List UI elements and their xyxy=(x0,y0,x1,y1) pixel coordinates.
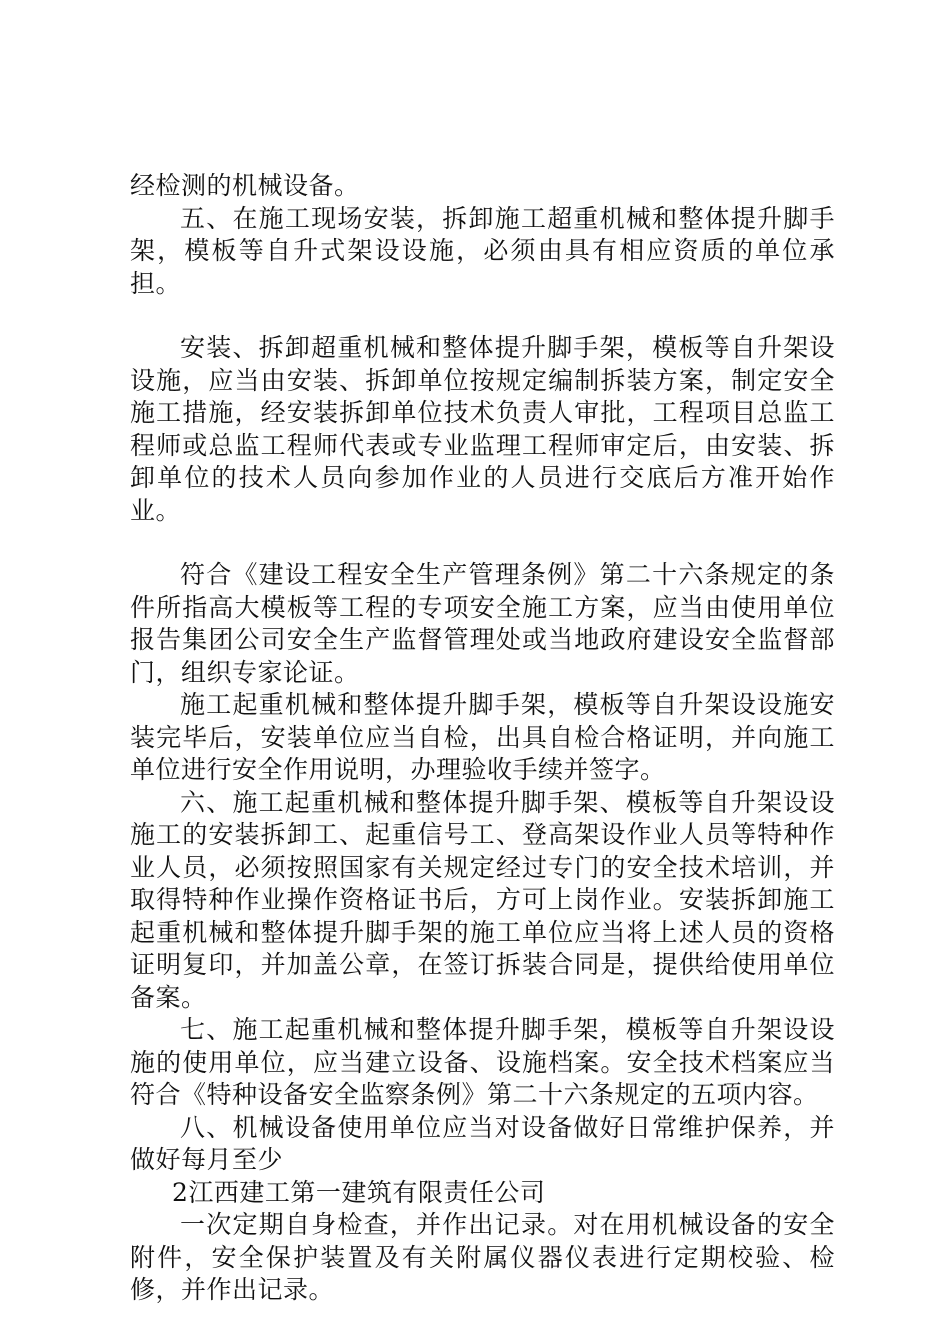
paragraph-5: 施工起重机械和整体提升脚手架，模板等自升架设设施安装完毕后，安装单位应当自检，出具自检合格证明，并向施工单位进行安全作用说明，办理验收手续并签字。 xyxy=(130,690,835,784)
paragraph-8: 八、机械设备使用单位应当对设备做好日常维护保养，并做好每月至少 xyxy=(130,1112,835,1174)
paragraph-6: 六、施工起重机械和整体提升脚手架、模板等自升架设设施工的安装拆卸工、起重信号工、登高架设作业人员等特种作业人员，必须按照国家有关规定经过专门的安全技术培训，并取得特种作业操作资格证书后，方可上岗作业。安装拆卸施工起重机械和整体提升脚手架的施工单位应当将上述人员的资格证明复印，并加盖公章，在签订拆装合同是，提供给使用单位备案。 xyxy=(130,787,835,1012)
paragraph-1: 经检测的机械设备。 xyxy=(130,171,360,200)
page-footer: 2江西建工第一建筑有限责任公司 xyxy=(172,1177,546,1207)
paragraph-7: 七、施工起重机械和整体提升脚手架，模板等自升架设设施的使用单位，应当建立设备、设施档案。安全技术档案应当符合《特种设备安全监察条例》第二十六条规定的五项内容。 xyxy=(130,1015,835,1109)
paragraph-9: 一次定期自身检查，并作出记录。对在用机械设备的安全附件，安全保护装置及有关附属仪器仪表进行定期校验、检修，并作出记录。 xyxy=(130,1210,835,1304)
paragraph-3: 安装、拆卸超重机械和整体提升脚手架，模板等自升架设设施，应当由安装、拆卸单位按规定编制拆装方案，制定安全施工措施，经安装拆卸单位技术负责人审批，工程项目总监工程师或总监工程师代表或专业监理工程师审定后，由安装、拆卸单位的技术人员向参加作业的人员进行交底后方准开始作业。 xyxy=(130,333,835,525)
document-body xyxy=(130,170,835,1307)
paragraph-2: 五、在施工现场安装，拆卸施工超重机械和整体提升脚手架，模板等自升式架设设施，必须由具有相应资质的单位承担。 xyxy=(130,203,835,298)
paragraph-4: 符合《建设工程安全生产管理条例》第二十六条规定的条件所指高大模板等工程的专项安全施工方案，应当由使用单位报告集团公司安全生产监督管理处或当地政府建设安全监督部门，组织专家论证。 xyxy=(130,560,835,687)
